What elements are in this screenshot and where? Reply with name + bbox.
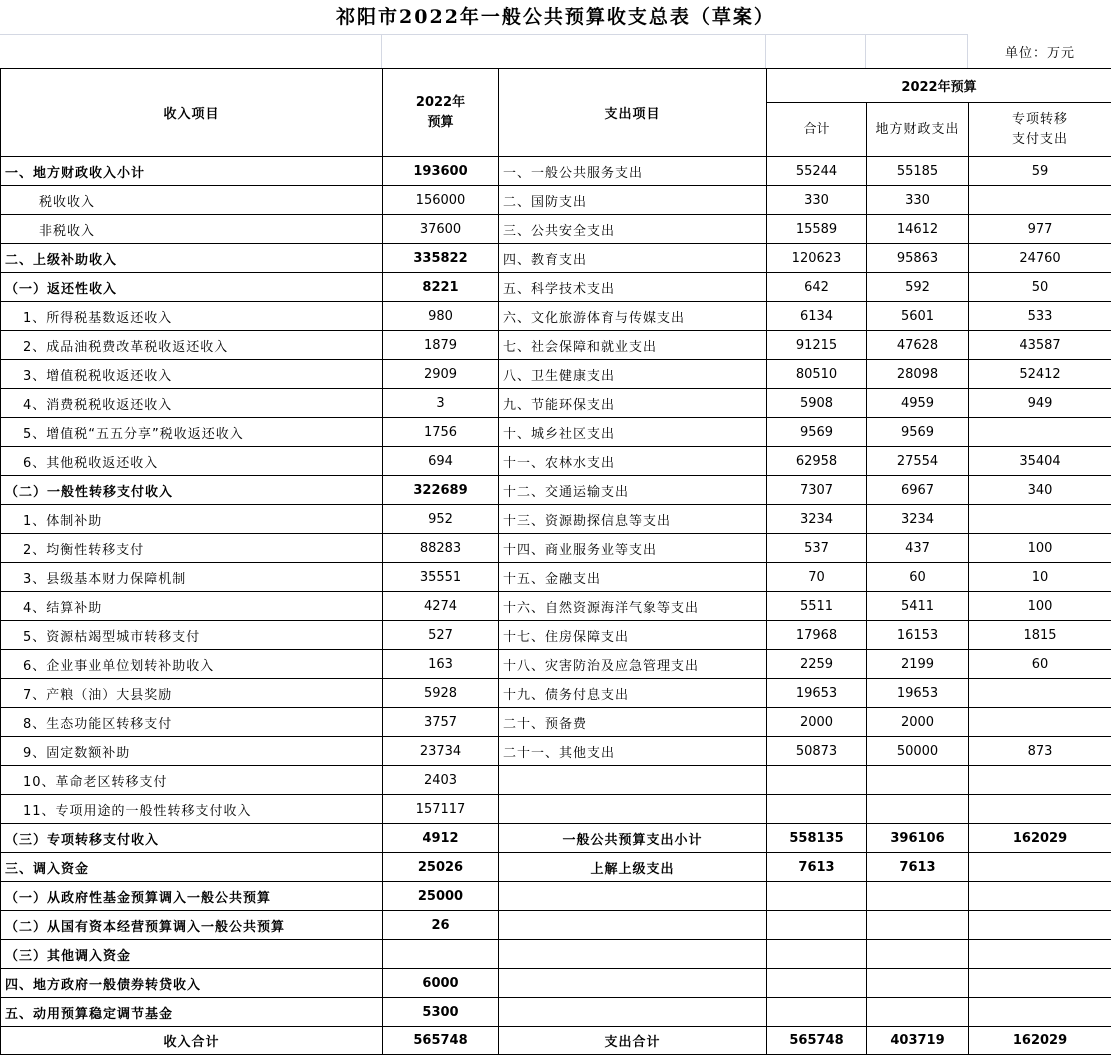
table-row: [1, 882, 1111, 911]
expense-total: [767, 795, 867, 824]
table-row: [1, 215, 1111, 244]
table-row: [1, 592, 1111, 621]
expense-total: 5511: [767, 592, 867, 621]
income-budget: 25026: [383, 853, 499, 882]
unit-row-cell: [866, 34, 968, 68]
income-budget: 193600: [383, 157, 499, 186]
expense-total: 7307: [767, 476, 867, 505]
income-item: 3、县级基本财力保障机制: [1, 563, 383, 592]
header-income-budget: 2022年 预算: [383, 69, 499, 157]
income-item: 二、上级补助收入: [1, 244, 383, 273]
expense-local: [867, 969, 969, 998]
income-item: 10、革命老区转移支付: [1, 766, 383, 795]
income-budget: 335822: [383, 244, 499, 273]
table-row: [1, 679, 1111, 708]
expense-total-label: 支出合计: [499, 1027, 767, 1055]
expense-local: 437: [867, 534, 969, 563]
expense-item: [499, 766, 767, 795]
income-item: 1、体制补助: [1, 505, 383, 534]
expense-item: [499, 998, 767, 1027]
expense-total: [767, 998, 867, 1027]
income-item: （一）返还性收入: [1, 273, 383, 302]
expense-special: [969, 679, 1111, 708]
expense-special: 24760: [969, 244, 1111, 273]
expense-special: [969, 882, 1111, 911]
expense-total: [767, 940, 867, 969]
expense-local: 6967: [867, 476, 969, 505]
header-total: 合计: [767, 103, 867, 157]
unit-label: 单位：万元: [1004, 46, 1075, 61]
expense-total: 62958: [767, 447, 867, 476]
income-budget: 88283: [383, 534, 499, 563]
expense-local: 60: [867, 563, 969, 592]
expense-local: 28098: [867, 360, 969, 389]
expense-total: 558135: [767, 824, 867, 853]
expense-local: 16153: [867, 621, 969, 650]
expense-local-total: 403719: [867, 1027, 969, 1055]
expense-special: 52412: [969, 360, 1111, 389]
income-item: 5、增值税“五五分享”税收返还收入: [1, 418, 383, 447]
expense-total: [767, 969, 867, 998]
table-row: [1, 766, 1111, 795]
expense-special: 977: [969, 215, 1111, 244]
expense-local: 4959: [867, 389, 969, 418]
income-item: （二）从国有资本经营预算调入一般公共预算: [1, 911, 383, 940]
expense-total: 19653: [767, 679, 867, 708]
unit-row-cell: [0, 34, 382, 68]
income-budget: 2909: [383, 360, 499, 389]
income-item: 9、固定数额补助: [1, 737, 383, 766]
table-row: [1, 737, 1111, 766]
header-expense-item: 支出项目: [499, 69, 767, 157]
unit-row-cell: [766, 34, 866, 68]
table-row: [1, 563, 1111, 592]
income-budget: 527: [383, 621, 499, 650]
expense-special: 533: [969, 302, 1111, 331]
expense-local: 330: [867, 186, 969, 215]
table-row: [1, 621, 1111, 650]
income-budget: 35551: [383, 563, 499, 592]
income-budget: 980: [383, 302, 499, 331]
expense-special: 35404: [969, 447, 1111, 476]
expense-total: 330: [767, 186, 867, 215]
table-row: [1, 418, 1111, 447]
expense-item: 九、节能环保支出: [499, 389, 767, 418]
income-item: 2、成品油税费改革税收返还收入: [1, 331, 383, 360]
expense-item: [499, 911, 767, 940]
header-income-item: 收入项目: [1, 69, 383, 157]
income-item: 6、企业事业单位划转补助收入: [1, 650, 383, 679]
expense-item: 一般公共预算支出小计: [499, 824, 767, 853]
expense-item: 六、文化旅游体育与传媒支出: [499, 302, 767, 331]
table-row: [1, 940, 1111, 969]
expense-item: [499, 940, 767, 969]
expense-total: 2000: [767, 708, 867, 737]
expense-special: 873: [969, 737, 1111, 766]
expense-item: 十六、自然资源海洋气象等支出: [499, 592, 767, 621]
table-row: [1, 708, 1111, 737]
expense-item: 二十一、其他支出: [499, 737, 767, 766]
income-item: 1、所得税基数返还收入: [1, 302, 383, 331]
income-item: （三）其他调入资金: [1, 940, 383, 969]
expense-special: 50: [969, 273, 1111, 302]
expense-item: 十七、住房保障支出: [499, 621, 767, 650]
expense-special: [969, 418, 1111, 447]
expense-total: 80510: [767, 360, 867, 389]
expense-special: [969, 708, 1111, 737]
expense-local: [867, 766, 969, 795]
expense-local: 27554: [867, 447, 969, 476]
table-row: [1, 447, 1111, 476]
expense-total: 3234: [767, 505, 867, 534]
header-special: 专项转移 支付支出: [969, 103, 1111, 157]
table-row: [1, 389, 1111, 418]
income-budget: 4274: [383, 592, 499, 621]
expense-total: 50873: [767, 737, 867, 766]
expense-total: 70: [767, 563, 867, 592]
expense-local: 47628: [867, 331, 969, 360]
table-row: [1, 911, 1111, 940]
expense-special: [969, 969, 1111, 998]
income-total-label: 收入合计: [1, 1027, 383, 1055]
income-budget: 6000: [383, 969, 499, 998]
income-budget: 3757: [383, 708, 499, 737]
expense-item: [499, 795, 767, 824]
income-item: 8、生态功能区转移支付: [1, 708, 383, 737]
income-item: 一、地方财政收入小计: [1, 157, 383, 186]
expense-item: 十八、灾害防治及应急管理支出: [499, 650, 767, 679]
expense-local: 9569: [867, 418, 969, 447]
expense-special: 340: [969, 476, 1111, 505]
table-row: [1, 157, 1111, 186]
expense-total: 15589: [767, 215, 867, 244]
header-budget-group: 2022年预算: [767, 69, 1111, 103]
expense-local: 2199: [867, 650, 969, 679]
budget-table: [0, 68, 1111, 1055]
expense-local: [867, 940, 969, 969]
table-row: [1, 998, 1111, 1027]
expense-item: 三、公共安全支出: [499, 215, 767, 244]
expense-local: 592: [867, 273, 969, 302]
income-budget: 23734: [383, 737, 499, 766]
expense-local: 14612: [867, 215, 969, 244]
expense-special: [969, 505, 1111, 534]
income-budget: 952: [383, 505, 499, 534]
income-budget: 2403: [383, 766, 499, 795]
table-row: [1, 186, 1111, 215]
expense-total: 55244: [767, 157, 867, 186]
expense-special: [969, 853, 1111, 882]
expense-total: 91215: [767, 331, 867, 360]
expense-local: 95863: [867, 244, 969, 273]
expense-total: 5908: [767, 389, 867, 418]
table-row: [1, 302, 1111, 331]
expense-special: 60: [969, 650, 1111, 679]
income-item: 3、增值税税收返还收入: [1, 360, 383, 389]
expense-special: 100: [969, 534, 1111, 563]
income-item: 五、动用预算稳定调节基金: [1, 998, 383, 1027]
income-item: 5、资源枯竭型城市转移支付: [1, 621, 383, 650]
table-row: [1, 273, 1111, 302]
income-budget: 5928: [383, 679, 499, 708]
income-item: （二）一般性转移支付收入: [1, 476, 383, 505]
expense-item: 十四、商业服务业等支出: [499, 534, 767, 563]
expense-special: [969, 766, 1111, 795]
income-budget: 156000: [383, 186, 499, 215]
expense-item: 七、社会保障和就业支出: [499, 331, 767, 360]
expense-total: 6134: [767, 302, 867, 331]
expense-item: 四、教育支出: [499, 244, 767, 273]
income-item: 4、结算补助: [1, 592, 383, 621]
income-budget: 3: [383, 389, 499, 418]
income-budget: 157117: [383, 795, 499, 824]
expense-local: [867, 911, 969, 940]
expense-total: [767, 766, 867, 795]
expense-special: 43587: [969, 331, 1111, 360]
expense-local: [867, 882, 969, 911]
expense-item: [499, 882, 767, 911]
expense-local: 2000: [867, 708, 969, 737]
expense-total: 642: [767, 273, 867, 302]
expense-item: [499, 969, 767, 998]
income-budget: 25000: [383, 882, 499, 911]
expense-special: [969, 911, 1111, 940]
expense-local: 5601: [867, 302, 969, 331]
expense-special: [969, 186, 1111, 215]
expense-total: [767, 911, 867, 940]
table-row: [1, 534, 1111, 563]
income-budget: 322689: [383, 476, 499, 505]
expense-item: 一、一般公共服务支出: [499, 157, 767, 186]
table-row: [1, 795, 1111, 824]
table-row: [1, 476, 1111, 505]
income-budget: 8221: [383, 273, 499, 302]
expense-local: 19653: [867, 679, 969, 708]
expense-local: [867, 795, 969, 824]
income-item: 6、其他税收返还收入: [1, 447, 383, 476]
expense-special: 1815: [969, 621, 1111, 650]
table-row: [1, 244, 1111, 273]
income-budget: [383, 940, 499, 969]
table-row: [1, 505, 1111, 534]
expense-item: 二十、预备费: [499, 708, 767, 737]
table-row: [1, 360, 1111, 389]
expense-local: 7613: [867, 853, 969, 882]
expense-local: [867, 998, 969, 1027]
expense-local: 55185: [867, 157, 969, 186]
expense-special: 162029: [969, 824, 1111, 853]
income-budget: 4912: [383, 824, 499, 853]
expense-special-total: 162029: [969, 1027, 1111, 1055]
expense-grand-total: 565748: [767, 1027, 867, 1055]
income-item: （一）从政府性基金预算调入一般公共预算: [1, 882, 383, 911]
expense-special: 949: [969, 389, 1111, 418]
expense-special: [969, 998, 1111, 1027]
expense-local: 396106: [867, 824, 969, 853]
income-item: 四、地方政府一般债券转贷收入: [1, 969, 383, 998]
expense-special: [969, 795, 1111, 824]
expense-item: 十九、债务付息支出: [499, 679, 767, 708]
expense-total: [767, 882, 867, 911]
table-row: [1, 969, 1111, 998]
expense-special: [969, 940, 1111, 969]
page-title: 祁阳市2022年一般公共预算收支总表（草案）: [336, 6, 775, 28]
table-row: [1, 650, 1111, 679]
expense-total: 9569: [767, 418, 867, 447]
unit-row-cell: [382, 34, 766, 68]
table-row: [1, 331, 1111, 360]
expense-item: 二、国防支出: [499, 186, 767, 215]
income-item: 税收收入: [1, 186, 383, 215]
income-budget: 1879: [383, 331, 499, 360]
expense-local: 50000: [867, 737, 969, 766]
income-budget: 37600: [383, 215, 499, 244]
expense-total: 120623: [767, 244, 867, 273]
unit-row: [0, 34, 1111, 68]
income-item: 11、专项用途的一般性转移支付收入: [1, 795, 383, 824]
expense-total: 537: [767, 534, 867, 563]
header-local: 地方财政支出: [867, 103, 969, 157]
income-item: 三、调入资金: [1, 853, 383, 882]
expense-local: 3234: [867, 505, 969, 534]
expense-item: 十二、交通运输支出: [499, 476, 767, 505]
income-item: 4、消费税税收返还收入: [1, 389, 383, 418]
income-budget: 5300: [383, 998, 499, 1027]
income-item: 7、产粮（油）大县奖励: [1, 679, 383, 708]
expense-item: 十五、金融支出: [499, 563, 767, 592]
expense-item: 十三、资源勘探信息等支出: [499, 505, 767, 534]
expense-item: 五、科学技术支出: [499, 273, 767, 302]
expense-total: 2259: [767, 650, 867, 679]
income-item: （三）专项转移支付收入: [1, 824, 383, 853]
expense-local: 5411: [867, 592, 969, 621]
income-budget: 163: [383, 650, 499, 679]
expense-special: 100: [969, 592, 1111, 621]
income-budget: 1756: [383, 418, 499, 447]
expense-item: 十、城乡社区支出: [499, 418, 767, 447]
income-budget: 694: [383, 447, 499, 476]
expense-total: 7613: [767, 853, 867, 882]
income-budget: 26: [383, 911, 499, 940]
income-item: 2、均衡性转移支付: [1, 534, 383, 563]
income-total-value: 565748: [383, 1027, 499, 1055]
income-item: 非税收入: [1, 215, 383, 244]
expense-item: 八、卫生健康支出: [499, 360, 767, 389]
table-row: [1, 824, 1111, 853]
expense-special: 10: [969, 563, 1111, 592]
table-row: [1, 853, 1111, 882]
totals-row: [1, 1027, 1111, 1055]
expense-special: 59: [969, 157, 1111, 186]
expense-item: 十一、农林水支出: [499, 447, 767, 476]
expense-total: 17968: [767, 621, 867, 650]
expense-item: 上解上级支出: [499, 853, 767, 882]
